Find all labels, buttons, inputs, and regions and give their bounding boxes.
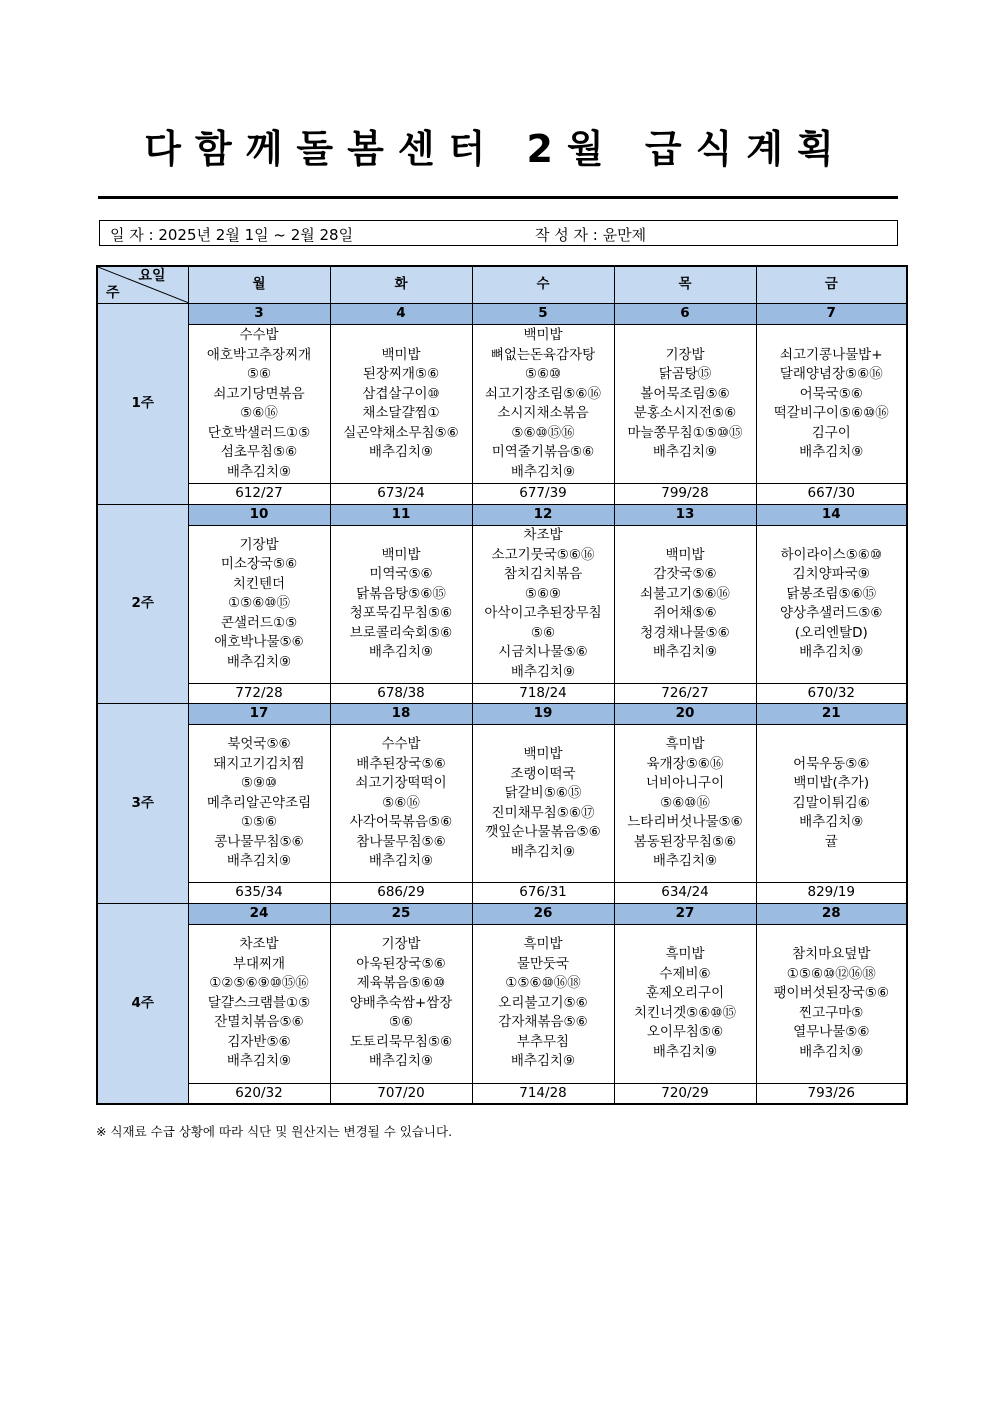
menu-item: (오리엔탈D) (794, 624, 868, 641)
menu-item: 달걀스크램블①⑤ (207, 994, 311, 1011)
menu-item: ⑤⑨⑩ (240, 775, 278, 792)
menu-item: 달래양념장⑤⑥⑯ (779, 366, 883, 382)
menu-item: 배추김치⑨ (226, 1053, 292, 1070)
menu-item: ①⑤⑥⑩⑯⑱ (505, 975, 581, 992)
menu-cell (330, 924, 472, 1083)
menu-item: 수제비⑥ (659, 965, 711, 982)
menu-item: 배추김치⑨ (510, 1053, 576, 1070)
menu-cell (188, 325, 330, 484)
menu-item: 부추무침 (516, 1033, 570, 1050)
menu-item: 쇠고기장떡떡이 (355, 775, 447, 792)
kcal-protein-cell: 678/38 (330, 683, 472, 704)
author: 작 성 자 : 윤만제 (535, 226, 647, 244)
menu-cell (188, 924, 330, 1083)
menu-item: 뼈없는돈육감자탕 (490, 346, 596, 363)
menu-item: 소시지채소볶음 (497, 405, 589, 421)
week-label: 3주 (97, 704, 188, 904)
menu-item: 닭갈비⑤⑥⑮ (504, 785, 582, 801)
menu-row (97, 325, 907, 484)
menu-cell (472, 325, 614, 484)
date-cell: 20 (614, 704, 756, 725)
menu-item: 브로콜리숙회⑤⑥ (349, 624, 453, 641)
date-cell: 26 (472, 903, 614, 924)
menu-item: 봄동된장무침⑤⑥ (633, 833, 737, 850)
menu-item: 치킨텐더 (232, 575, 286, 592)
menu-item: 배추김치⑨ (652, 644, 718, 660)
week-label: 2주 (97, 504, 188, 704)
kcal-protein-cell: 772/28 (188, 683, 330, 704)
week-label: 4주 (97, 903, 188, 1104)
menu-item: 치킨너겟⑤⑥⑩⑮ (634, 1004, 736, 1021)
menu-item: 김치양파국⑨ (792, 566, 870, 582)
menu-item: 배추김치⑨ (368, 444, 434, 460)
menu-cell (756, 325, 907, 484)
kcal-protein-cell: 829/19 (756, 883, 907, 904)
kcal-protein-cell: 634/24 (614, 883, 756, 904)
menu-item: 감잣국⑤⑥ (653, 566, 717, 582)
kcal-protein-cell: 667/30 (756, 484, 907, 505)
date-cell: 13 (614, 504, 756, 525)
kcal-protein-cell: 686/29 (330, 883, 472, 904)
menu-row (97, 725, 907, 883)
menu-item: 부대찌개 (232, 955, 286, 972)
menu-item: 백미밥 (523, 327, 563, 343)
menu-cell (756, 924, 907, 1083)
kcal-protein-cell: 714/28 (472, 1083, 614, 1104)
menu-item: 기장밥 (239, 536, 279, 553)
header-row (97, 266, 907, 304)
menu-item: 조랭이떡국 (510, 765, 576, 782)
menu-item: 도토리묵무침⑤⑥ (349, 1033, 453, 1050)
date-row (97, 704, 907, 725)
menu-item: 배추김치⑨ (226, 853, 292, 870)
menu-item: 단호박샐러드①⑤ (207, 424, 311, 441)
menu-item: 소고기뭇국⑤⑥⑯ (491, 546, 595, 563)
menu-cell (756, 525, 907, 683)
title-divider (98, 196, 898, 199)
menu-item: 쥐어채⑤⑥ (653, 605, 717, 621)
kcal-protein-cell: 793/26 (756, 1083, 907, 1104)
kcal-row (97, 883, 907, 904)
day-header: 화 (330, 266, 472, 304)
menu-item: 섬초무침⑤⑥ (220, 444, 298, 460)
menu-item: 백미밥 (381, 346, 421, 363)
day-header: 월 (188, 266, 330, 304)
menu-item: 된장찌개⑤⑥ (362, 366, 440, 382)
menu-item: 배추김치⑨ (652, 444, 718, 460)
menu-item: ⑤⑥⑯ (240, 405, 278, 421)
date-cell: 24 (188, 903, 330, 924)
menu-item: 육개장⑤⑥⑯ (646, 755, 724, 772)
date-cell: 11 (330, 504, 472, 525)
kcal-protein-cell: 726/27 (614, 683, 756, 704)
footnote: ※ 식재료 수급 상황에 따라 식단 및 원산지는 변경될 수 있습니다. (96, 1124, 453, 1139)
menu-item: 닭볶음탕⑤⑥⑮ (356, 585, 446, 602)
kcal-protein-cell: 612/27 (188, 484, 330, 505)
menu-item: 콘샐러드①⑤ (220, 614, 298, 631)
menu-item: 배추김치⑨ (226, 653, 292, 670)
menu-item: 배추김치⑨ (799, 814, 864, 831)
menu-item: 오이무침⑤⑥ (646, 1024, 724, 1040)
menu-item: 김구이 (811, 424, 851, 441)
corner-header (97, 266, 188, 304)
menu-item: 감자채볶음⑤⑥ (498, 1014, 588, 1031)
menu-item: 수수밥 (381, 736, 421, 753)
menu-item: 어묵국⑤⑥ (799, 385, 863, 402)
menu-cell (330, 325, 472, 484)
meal-plan-table (96, 265, 908, 1105)
menu-item: 배추김치⑨ (510, 843, 576, 860)
menu-item: 배추김치⑨ (226, 463, 292, 480)
menu-item: ①⑤⑥⑩⑫⑯⑱ (786, 965, 876, 982)
menu-item: 김말이튀김⑥ (792, 794, 870, 811)
menu-item: 백미밥 (523, 746, 563, 762)
menu-item: ⑤⑥⑨ (524, 585, 562, 602)
week-label: 1주 (97, 304, 188, 505)
menu-item: 쇠고기당면볶음 (213, 385, 305, 402)
menu-item: 쇠고기장조림⑤⑥⑯ (485, 385, 601, 402)
kcal-protein-cell: 707/20 (330, 1083, 472, 1104)
menu-item: 시금치나물⑤⑥ (498, 644, 588, 660)
menu-item: 훈제오리구이 (645, 985, 725, 1001)
menu-item: 차조밥 (239, 936, 279, 953)
date-cell: 12 (472, 504, 614, 525)
menu-cell (188, 525, 330, 683)
date-cell: 28 (756, 903, 907, 924)
menu-item: 아욱된장국⑤⑥ (356, 955, 446, 972)
menu-cell (614, 725, 756, 883)
menu-item: ①②⑤⑥⑨⑩⑮⑯ (209, 975, 309, 992)
menu-item: ⑤⑥⑯ (382, 794, 420, 811)
menu-item: 배추김치⑨ (799, 644, 864, 660)
menu-item: ⑤⑥ (388, 1014, 414, 1031)
menu-item: 분홍소시지전⑤⑥ (633, 405, 737, 421)
date-cell: 14 (756, 504, 907, 525)
menu-item: 귤 (824, 833, 838, 850)
corner-day-label: 요일 (138, 268, 166, 284)
menu-item: 물만둣국 (516, 955, 570, 972)
menu-item: 흑미밥 (523, 936, 563, 953)
menu-item: 제육볶음⑤⑥⑩ (356, 975, 446, 992)
day-header: 금 (756, 266, 907, 304)
menu-item: 배추된장국⑤⑥ (356, 755, 446, 772)
menu-cell (330, 525, 472, 683)
menu-item: 흑미밥 (665, 736, 705, 753)
kcal-protein-cell: 673/24 (330, 484, 472, 505)
kcal-row (97, 1083, 907, 1104)
menu-item: ⑤⑥⑩⑮⑯ (511, 424, 575, 441)
menu-item: 깻잎순나물볶음⑤⑥ (485, 824, 601, 840)
day-header: 목 (614, 266, 756, 304)
date-row (97, 504, 907, 525)
kcal-row (97, 484, 907, 505)
menu-item: 배추김치⑨ (799, 444, 864, 460)
menu-item: 배추김치⑨ (368, 644, 434, 660)
date-cell: 21 (756, 704, 907, 725)
menu-cell (330, 725, 472, 883)
page-title: 다함께돌봄센터 2월 급식계획 (144, 127, 848, 171)
menu-item: 돼지고기김치찜 (213, 755, 305, 772)
menu-item: 양배추숙쌈+쌈장 (349, 994, 453, 1011)
menu-item: ⑤⑥⑩ (524, 366, 562, 382)
day-header: 수 (472, 266, 614, 304)
menu-item: 어묵우동⑤⑥ (793, 755, 870, 772)
menu-item: 수수밥 (239, 327, 279, 343)
menu-item: 진미채무침⑤⑥⑰ (491, 804, 595, 821)
kcal-protein-cell: 720/29 (614, 1083, 756, 1104)
menu-row (97, 525, 907, 683)
menu-item: 청경채나물⑤⑥ (640, 624, 730, 641)
menu-item: 쇠고기콩나물밥+ (779, 346, 883, 363)
kcal-protein-cell: 718/24 (472, 683, 614, 704)
menu-item: 미역국⑤⑥ (369, 566, 433, 582)
date-cell: 25 (330, 903, 472, 924)
date-cell: 27 (614, 903, 756, 924)
menu-item: 삼겹살구이⑩ (362, 385, 440, 402)
menu-item: 미역줄기볶음⑤⑥ (491, 444, 595, 460)
menu-item: 흑미밥 (665, 946, 705, 962)
menu-item: ①⑤⑥⑩⑮ (228, 595, 290, 612)
menu-item: 닭곰탕⑮ (658, 366, 712, 382)
kcal-protein-cell: 670/32 (756, 683, 907, 704)
menu-item: 배추김치⑨ (652, 853, 718, 870)
menu-item: ①⑤⑥ (240, 814, 278, 831)
menu-item: 참치김치볶음 (503, 566, 583, 582)
menu-item: 아삭이고추된장무침 (484, 605, 602, 621)
menu-cell (472, 924, 614, 1083)
kcal-row (97, 683, 907, 704)
menu-item: 떡갈비구이⑤⑥⑩⑯ (773, 405, 889, 421)
menu-cell (472, 725, 614, 883)
menu-item: 백미밥 (665, 546, 705, 563)
menu-item: 애호박고추장찌개 (206, 346, 312, 363)
menu-item: 참나물무침⑤⑥ (356, 833, 446, 850)
menu-item: 오리불고기⑤⑥ (498, 994, 588, 1011)
date-cell: 10 (188, 504, 330, 525)
menu-item: 애호박나물⑤⑥ (214, 634, 304, 651)
menu-item: 볼어묵조림⑤⑥ (640, 385, 730, 402)
menu-cell (472, 525, 614, 683)
date-cell: 3 (188, 304, 330, 325)
menu-item: 미소장국⑤⑥ (220, 556, 298, 573)
menu-item: 배추김치⑨ (368, 853, 434, 870)
menu-item: 청포묵김무침⑤⑥ (349, 605, 453, 621)
info-box (99, 220, 898, 246)
menu-item: 팽이버섯된장국⑤⑥ (773, 985, 889, 1001)
menu-item: 백미밥 (381, 546, 421, 563)
menu-item: 기장밥 (665, 346, 705, 363)
menu-item: 메추리알곤약조림 (206, 794, 312, 811)
menu-item: 너비아니구이 (645, 775, 725, 792)
menu-item: 배추김치⑨ (368, 1053, 434, 1070)
kcal-protein-cell: 635/34 (188, 883, 330, 904)
menu-item: ⑤⑥ (246, 366, 272, 382)
menu-item: 잔멸치볶음⑤⑥ (214, 1014, 304, 1031)
menu-row (97, 924, 907, 1083)
menu-item: 차조밥 (523, 527, 563, 543)
menu-cell (756, 725, 907, 883)
menu-item: 하이라이스⑤⑥⑩ (780, 546, 882, 563)
date-cell: 19 (472, 704, 614, 725)
menu-item: ⑤⑥⑩⑯ (660, 794, 710, 811)
menu-cell (614, 325, 756, 484)
menu-item: 열무나물⑤⑥ (793, 1024, 870, 1040)
date-range: 일 자 : 2025년 2월 1일 ~ 2월 28일 (110, 226, 354, 244)
corner-week-label: 주 (106, 284, 120, 301)
menu-item: 북엇국⑤⑥ (227, 736, 291, 753)
menu-item: 배추김치⑨ (510, 463, 576, 480)
menu-item: 콩나물무침⑤⑥ (214, 833, 304, 850)
menu-item: 참치마요덮밥 (792, 946, 871, 962)
date-cell: 6 (614, 304, 756, 325)
menu-item: ⑤⑥ (530, 624, 556, 641)
menu-item: 찐고구마⑤ (799, 1004, 864, 1021)
menu-item: 쇠불고기⑤⑥⑯ (640, 585, 730, 602)
date-cell: 18 (330, 704, 472, 725)
kcal-protein-cell: 799/28 (614, 484, 756, 505)
kcal-protein-cell: 677/39 (472, 484, 614, 505)
date-row (97, 903, 907, 924)
menu-item: 느타리버섯나물⑤⑥ (627, 814, 743, 831)
menu-item: 마늘쫑무침①⑤⑩⑮ (627, 424, 743, 441)
menu-item: 양상추샐러드⑤⑥ (780, 605, 883, 621)
menu-item: 배추김치⑨ (799, 1043, 864, 1060)
menu-cell (188, 725, 330, 883)
menu-item: 기장밥 (381, 936, 421, 953)
menu-item: 채소달걀찜① (362, 405, 440, 421)
menu-cell (614, 525, 756, 683)
date-cell: 7 (756, 304, 907, 325)
menu-item: 배추김치⑨ (510, 663, 576, 680)
menu-item: 백미밥(추가) (793, 775, 870, 792)
date-cell: 17 (188, 704, 330, 725)
menu-item: 실곤약채소무침⑤⑥ (343, 424, 459, 441)
kcal-protein-cell: 620/32 (188, 1083, 330, 1104)
date-cell: 5 (472, 304, 614, 325)
date-row (97, 304, 907, 325)
kcal-protein-cell: 676/31 (472, 883, 614, 904)
menu-cell (614, 924, 756, 1083)
date-cell: 4 (330, 304, 472, 325)
menu-item: 사각어묵볶음⑤⑥ (349, 814, 453, 831)
menu-item: 김자반⑤⑥ (227, 1033, 291, 1050)
menu-item: 닭봉조림⑤⑥⑮ (786, 585, 877, 602)
menu-item: 배추김치⑨ (652, 1043, 718, 1060)
